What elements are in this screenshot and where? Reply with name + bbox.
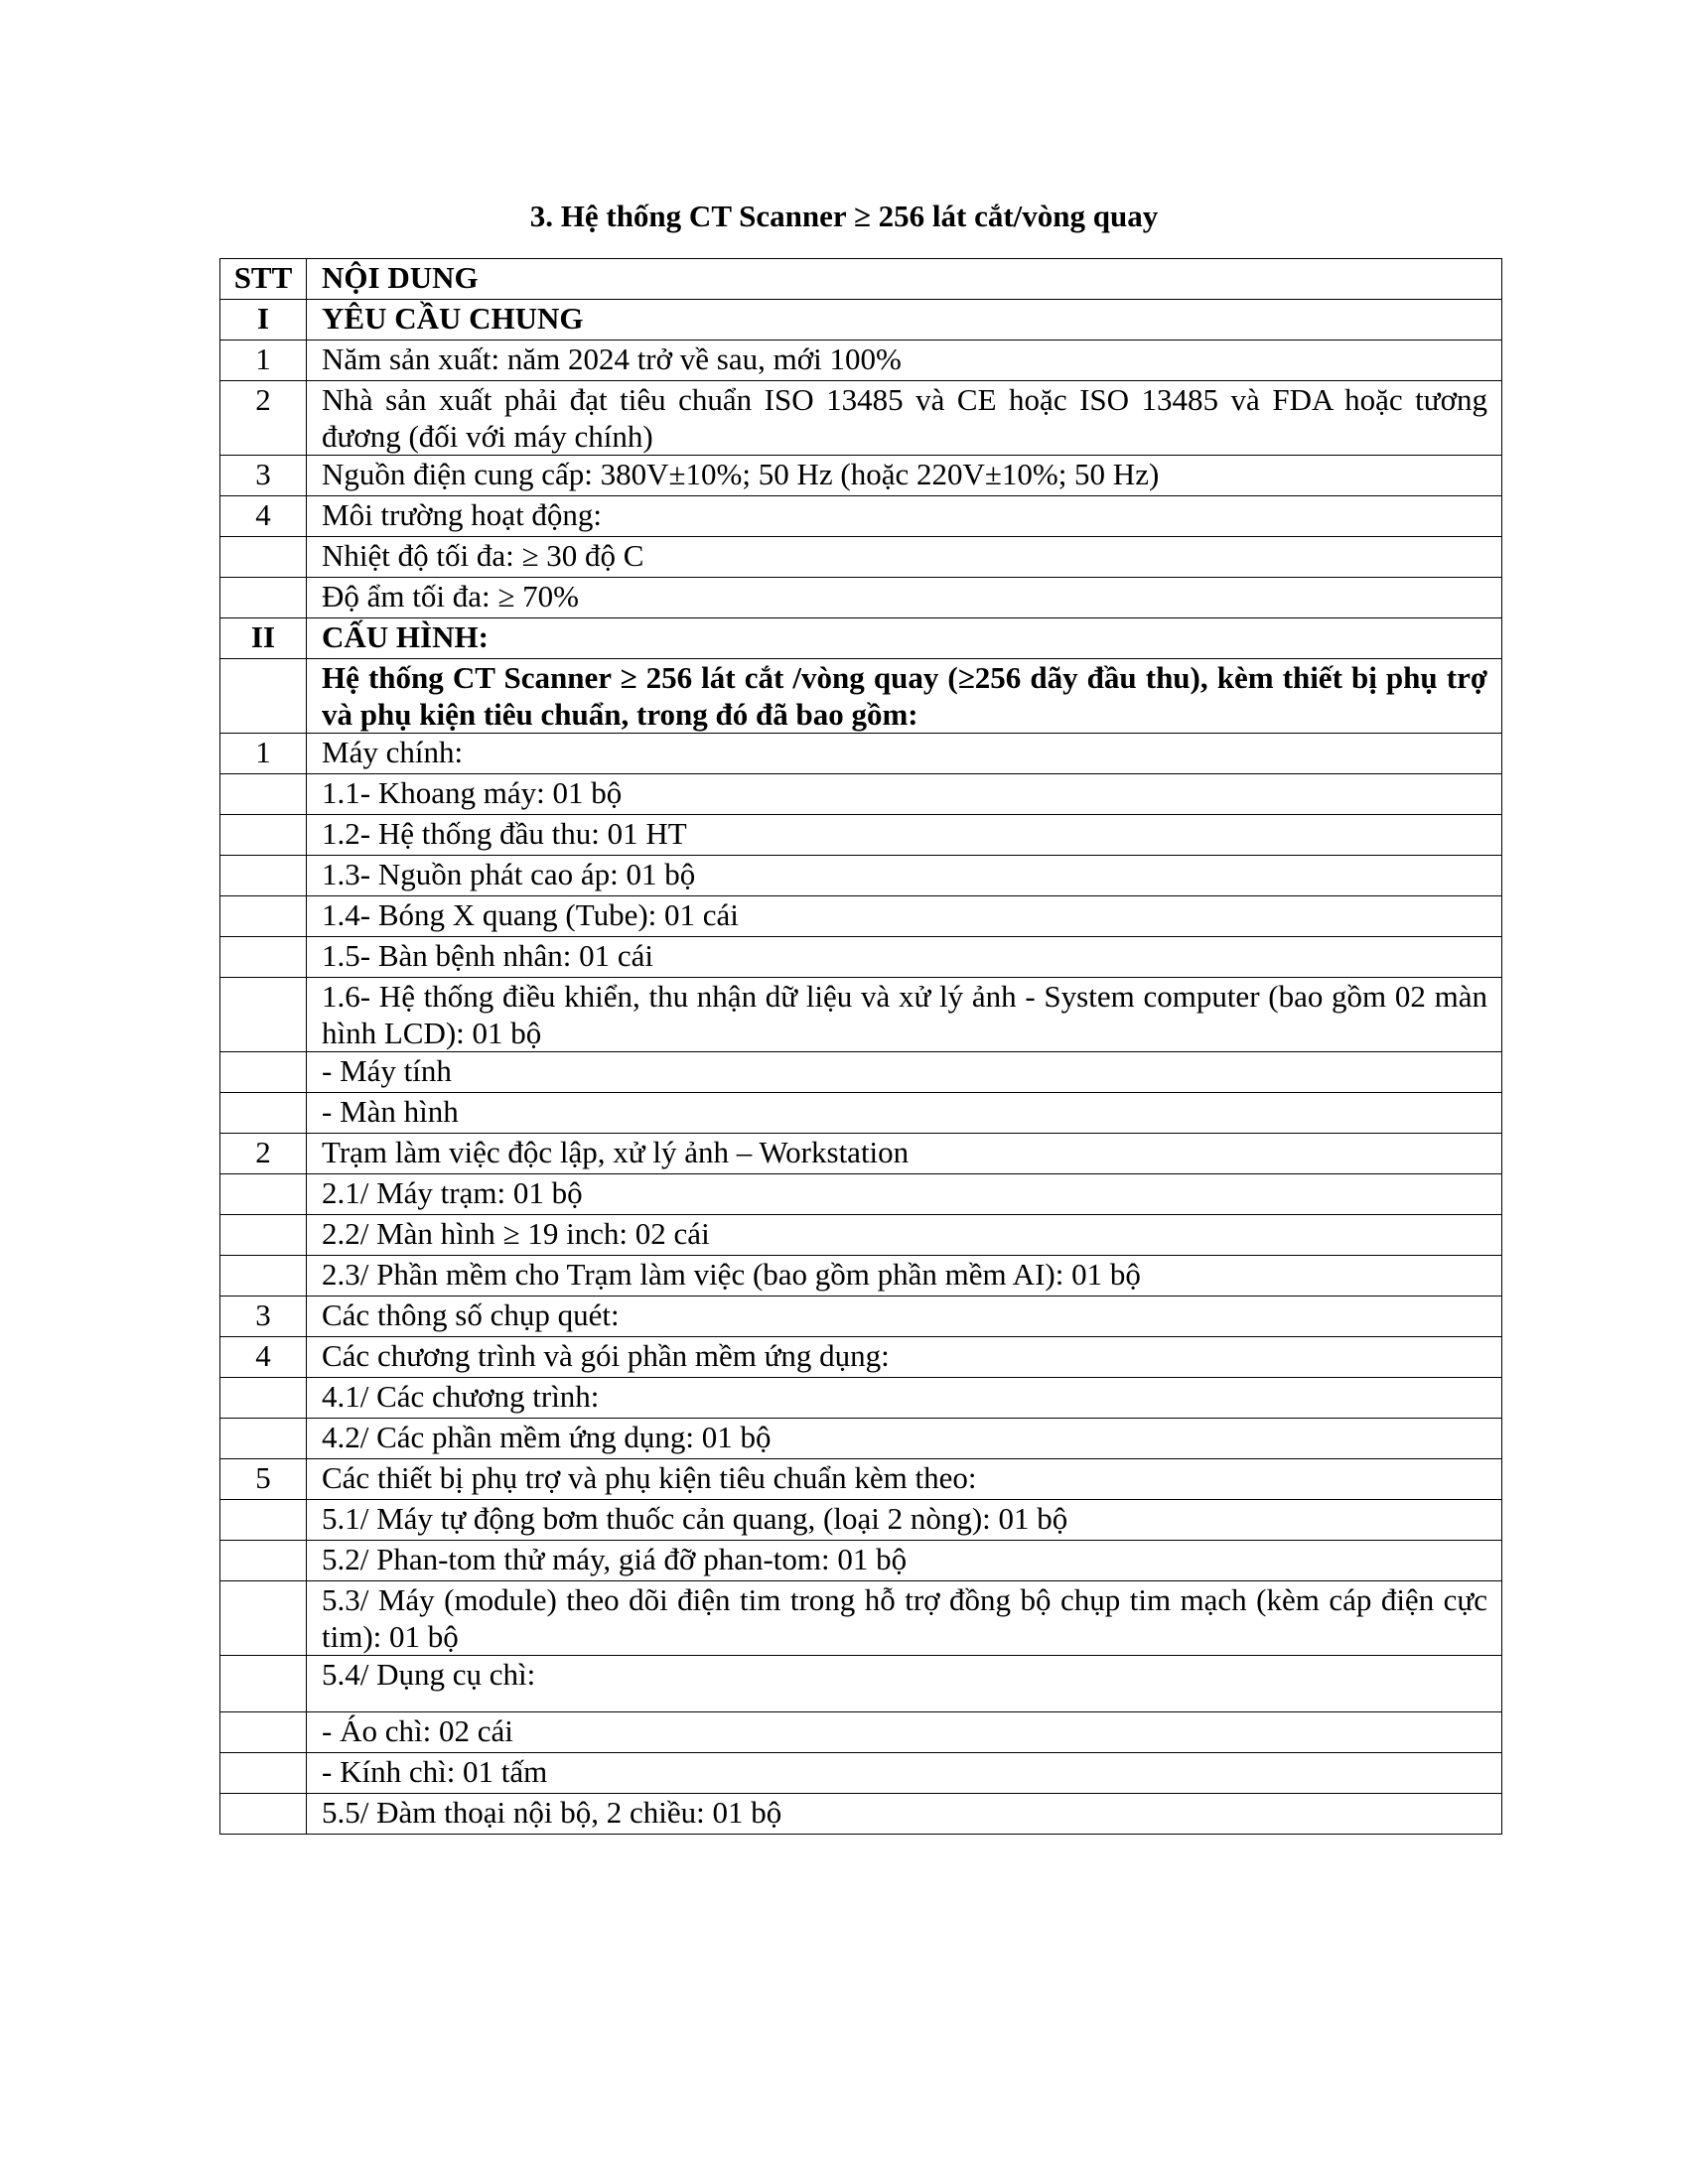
row-content: 1.3- Nguồn phát cao áp: 01 bộ (307, 856, 1502, 896)
row-stt (220, 896, 307, 937)
page-title: 3. Hệ thống CT Scanner ≥ 256 lát cắt/vòng quay (529, 199, 1159, 233)
table-row (220, 1052, 1502, 1093)
table-row (220, 456, 1502, 496)
table-row (220, 1378, 1502, 1419)
row-stt (220, 1256, 307, 1297)
row-content: Năm sản xuất: năm 2024 trở về sau, mới 100% (307, 341, 1502, 381)
row-stt: I (220, 300, 307, 341)
table-row (220, 815, 1502, 856)
row-stt: II (220, 618, 307, 659)
row-content: 5.3/ Máy (module) theo dõi điện tim trong hỗ trợ đồng bộ chụp tim mạch (kèm cáp điện cực tim): 01 bộ (307, 1581, 1502, 1656)
row-stt: 1 (220, 341, 307, 381)
row-stt: 3 (220, 456, 307, 496)
row-stt: 5 (220, 1459, 307, 1500)
row-content: 2.1/ Máy trạm: 01 bộ (307, 1174, 1502, 1215)
row-stt: 2 (220, 381, 307, 456)
table-row (220, 1541, 1502, 1581)
table-row (220, 1297, 1502, 1337)
row-stt (220, 1541, 307, 1581)
row-stt (220, 856, 307, 896)
row-stt (220, 537, 307, 578)
row-content: Các chương trình và gói phần mềm ứng dụng: (307, 1337, 1502, 1378)
row-content: 1.1- Khoang máy: 01 bộ (307, 774, 1502, 815)
table-row (220, 1174, 1502, 1215)
spec-table-body (220, 259, 1502, 1835)
row-content: 5.5/ Đàm thoại nội bộ, 2 chiều: 01 bộ (307, 1794, 1502, 1835)
row-content: - Máy tính (307, 1052, 1502, 1093)
table-row (220, 1656, 1502, 1712)
row-stt (220, 659, 307, 734)
row-content: Nhiệt độ tối đa: ≥ 30 độ C (307, 537, 1502, 578)
row-content: YÊU CẦU CHUNG (307, 300, 1502, 341)
row-stt (220, 1500, 307, 1541)
header-stt: STT (220, 259, 307, 300)
row-content: Môi trường hoạt động: (307, 496, 1502, 537)
row-content: 2.2/ Màn hình ≥ 19 inch: 02 cái (307, 1215, 1502, 1256)
row-content: 5.1/ Máy tự động bơm thuốc cản quang, (loại 2 nòng): 01 bộ (307, 1500, 1502, 1541)
row-stt (220, 1378, 307, 1419)
table-row (220, 937, 1502, 978)
row-content: - Màn hình (307, 1093, 1502, 1134)
row-content: 1.2- Hệ thống đầu thu: 01 HT (307, 815, 1502, 856)
row-stt (220, 1052, 307, 1093)
table-row (220, 300, 1502, 341)
table-row (220, 734, 1502, 774)
row-stt (220, 1093, 307, 1134)
row-content: 1.4- Bóng X quang (Tube): 01 cái (307, 896, 1502, 937)
row-stt: 3 (220, 1297, 307, 1337)
row-stt: 4 (220, 1337, 307, 1378)
row-content: Hệ thống CT Scanner ≥ 256 lát cắt /vòng quay (≥256 dãy đầu thu), kèm thiết bị phụ trợ và phụ kiện tiêu chuẩn, trong đó đã bao gồm: (307, 659, 1502, 734)
row-content: 1.5- Bàn bệnh nhân: 01 cái (307, 937, 1502, 978)
row-content: Trạm làm việc độc lập, xử lý ảnh – Workstation (307, 1134, 1502, 1174)
table-row (220, 1500, 1502, 1541)
table-row (220, 856, 1502, 896)
table-row (220, 978, 1502, 1052)
row-content: Độ ẩm tối đa: ≥ 70% (307, 578, 1502, 618)
row-stt: 2 (220, 1134, 307, 1174)
table-row (220, 1215, 1502, 1256)
row-stt (220, 978, 307, 1052)
row-stt: 4 (220, 496, 307, 537)
table-row (220, 1337, 1502, 1378)
table-row (220, 1753, 1502, 1794)
row-content: - Kính chì: 01 tấm (307, 1753, 1502, 1794)
row-stt (220, 937, 307, 978)
table-row (220, 896, 1502, 937)
row-stt (220, 1712, 307, 1753)
table-row (220, 381, 1502, 456)
table-row (220, 341, 1502, 381)
table-header-row (220, 259, 1502, 300)
row-stt (220, 1581, 307, 1656)
row-stt (220, 1753, 307, 1794)
spec-table (219, 258, 1502, 1835)
row-stt (220, 1656, 307, 1712)
table-row (220, 496, 1502, 537)
table-row (220, 1134, 1502, 1174)
table-row (220, 1712, 1502, 1753)
row-stt (220, 1419, 307, 1459)
table-row (220, 1459, 1502, 1500)
row-content: Máy chính: (307, 734, 1502, 774)
row-content: 1.6- Hệ thống điều khiển, thu nhận dữ liệu và xử lý ảnh - System computer (bao gồm 02 màn hình LCD): 01 bộ (307, 978, 1502, 1052)
row-content: - Áo chì: 02 cái (307, 1712, 1502, 1753)
table-row (220, 537, 1502, 578)
row-stt (220, 1174, 307, 1215)
table-row (220, 578, 1502, 618)
table-row (220, 659, 1502, 734)
row-stt (220, 1215, 307, 1256)
row-content: Các thông số chụp quét: (307, 1297, 1502, 1337)
table-row (220, 1794, 1502, 1835)
row-stt (220, 578, 307, 618)
table-row (220, 1419, 1502, 1459)
row-content: 5.2/ Phan-tom thử máy, giá đỡ phan-tom: 01 bộ (307, 1541, 1502, 1581)
row-content: 2.3/ Phần mềm cho Trạm làm việc (bao gồm phần mềm AI): 01 bộ (307, 1256, 1502, 1297)
table-row (220, 1256, 1502, 1297)
row-content: Nguồn điện cung cấp: 380V±10%; 50 Hz (hoặc 220V±10%; 50 Hz) (307, 456, 1502, 496)
row-stt: 1 (220, 734, 307, 774)
table-row (220, 618, 1502, 659)
row-stt (220, 815, 307, 856)
row-content: Nhà sản xuất phải đạt tiêu chuẩn ISO 13485 và CE hoặc ISO 13485 và FDA hoặc tương đương (đối với máy chính) (307, 381, 1502, 456)
row-stt (220, 774, 307, 815)
row-content: Các thiết bị phụ trợ và phụ kiện tiêu chuẩn kèm theo: (307, 1459, 1502, 1500)
table-row (220, 1093, 1502, 1134)
row-content: 5.4/ Dụng cụ chì: (307, 1656, 1502, 1712)
row-content: 4.1/ Các chương trình: (307, 1378, 1502, 1419)
header-content: NỘI DUNG (307, 259, 1502, 300)
row-stt (220, 1794, 307, 1835)
table-row (220, 774, 1502, 815)
table-row (220, 1581, 1502, 1656)
row-content: 4.2/ Các phần mềm ứng dụng: 01 bộ (307, 1419, 1502, 1459)
row-content: CẤU HÌNH: (307, 618, 1502, 659)
